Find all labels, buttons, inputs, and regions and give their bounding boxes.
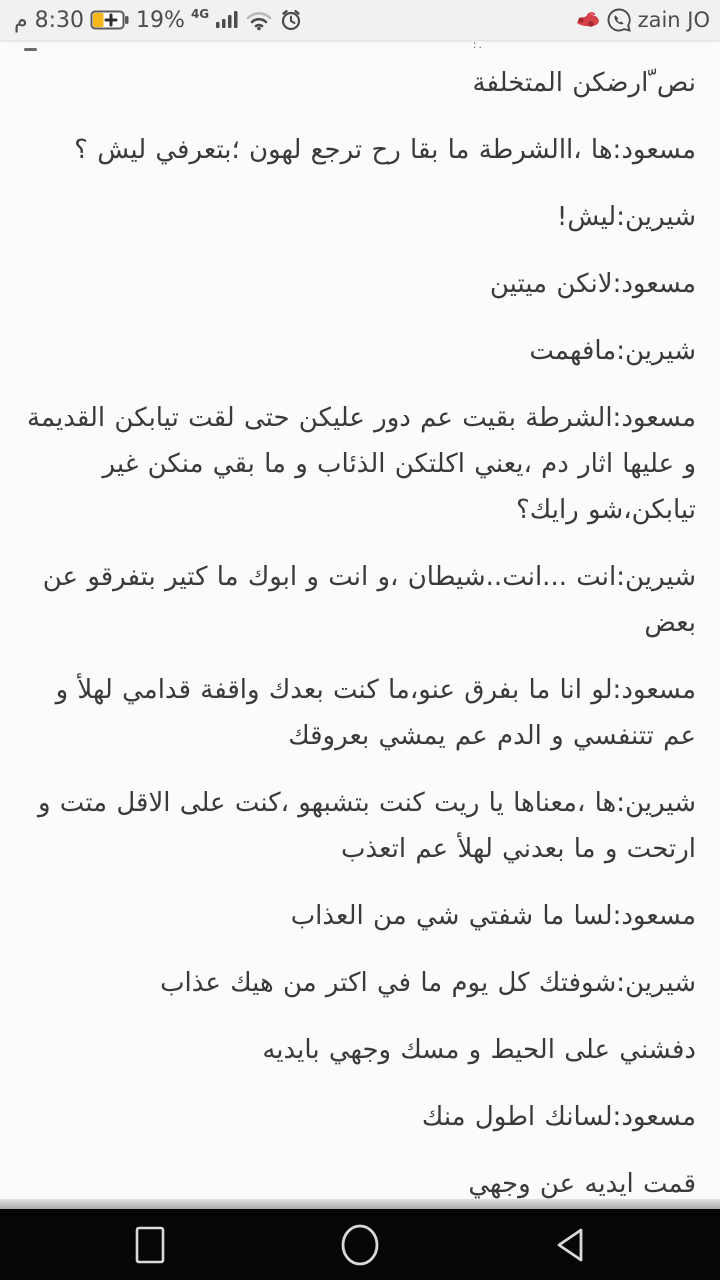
status-bar-right bbox=[574, 7, 710, 33]
story-paragraph: مسعود:لانكن ميتين bbox=[489, 269, 696, 299]
story-paragraph: مسعود:لو انا ما بفرق عنو،ما كنت بعدك واقفة قدامي لهلأ و عم تتنفسي و الدم عم يمشي بعروقك bbox=[55, 675, 696, 751]
bottom-divider bbox=[0, 1199, 720, 1209]
story-text-area[interactable] bbox=[0, 40, 720, 1209]
recents-square-icon bbox=[134, 1225, 166, 1265]
story-paragraph: مسعود:الشرطة بقيت عم دور عليكن حتى لقت تيابكن القديمة و عليها اثار دم ،يعني اكلتكن الذئاب و ما بقي منكن غير تيابكن،شو رايك؟ bbox=[27, 403, 696, 525]
story-paragraph: شيرين:ليش! bbox=[556, 202, 696, 232]
battery-charging-icon bbox=[90, 9, 130, 31]
network-type-label: 4G bbox=[190, 7, 210, 21]
status-bar-left bbox=[14, 8, 303, 33]
red-app-notification-icon bbox=[574, 9, 600, 31]
android-nav-bar bbox=[0, 1209, 720, 1280]
signal-strength-icon bbox=[215, 9, 239, 31]
story-paragraph: مسعود:لسا ما شفتي شي من العذاب bbox=[290, 901, 696, 931]
cutoff-diacritics-fragment: .: bbox=[472, 40, 484, 51]
story-paragraph: نص ّارضكن المتخلفة bbox=[472, 68, 696, 98]
back-triangle-icon bbox=[553, 1226, 587, 1264]
alarm-clock-icon bbox=[279, 9, 303, 31]
carrier-label: zain JO bbox=[637, 8, 710, 32]
cutoff-line-fragment bbox=[24, 48, 37, 51]
wifi-icon bbox=[245, 9, 273, 31]
story-paragraph: دفشني على الحيط و مسك وجهي بايديه bbox=[262, 1035, 696, 1065]
story-paragraph: قمت ايديه عن وجهي bbox=[468, 1169, 696, 1199]
status-time: 8:30 م bbox=[14, 7, 85, 33]
battery-percent: 19% bbox=[136, 7, 185, 33]
home-circle-icon bbox=[339, 1223, 381, 1267]
home-button[interactable] bbox=[300, 1209, 420, 1280]
back-button[interactable] bbox=[510, 1209, 630, 1280]
whatsapp-icon bbox=[606, 7, 632, 33]
story-paragraph: شيرين:شوفتك كل يوم ما في اكتر من هيك عذاب bbox=[160, 968, 696, 998]
story-paragraph: شيرين:ها ،معناها يا ريت كنت بتشبهو ،كنت على الاقل متت و ارتحت و ما بعدني لهلأ عم اتعذب bbox=[37, 788, 696, 864]
story-paragraph: مسعود:لسانك اطول منك bbox=[421, 1102, 696, 1132]
story-paragraph: شيرين:مافهمت bbox=[529, 336, 696, 366]
story-paragraph: شيرين:انت ...انت..شيطان ،و انت و ابوك ما كتير بتفرقو عن بعض bbox=[42, 562, 696, 638]
status-bar bbox=[0, 0, 720, 40]
story-paragraph-list bbox=[24, 60, 696, 1207]
recents-button[interactable] bbox=[90, 1209, 210, 1280]
story-paragraph: مسعود:ها ،االشرطة ما بقا رح ترجع لهون ؛بتعرفي ليش ؟ bbox=[74, 135, 696, 165]
